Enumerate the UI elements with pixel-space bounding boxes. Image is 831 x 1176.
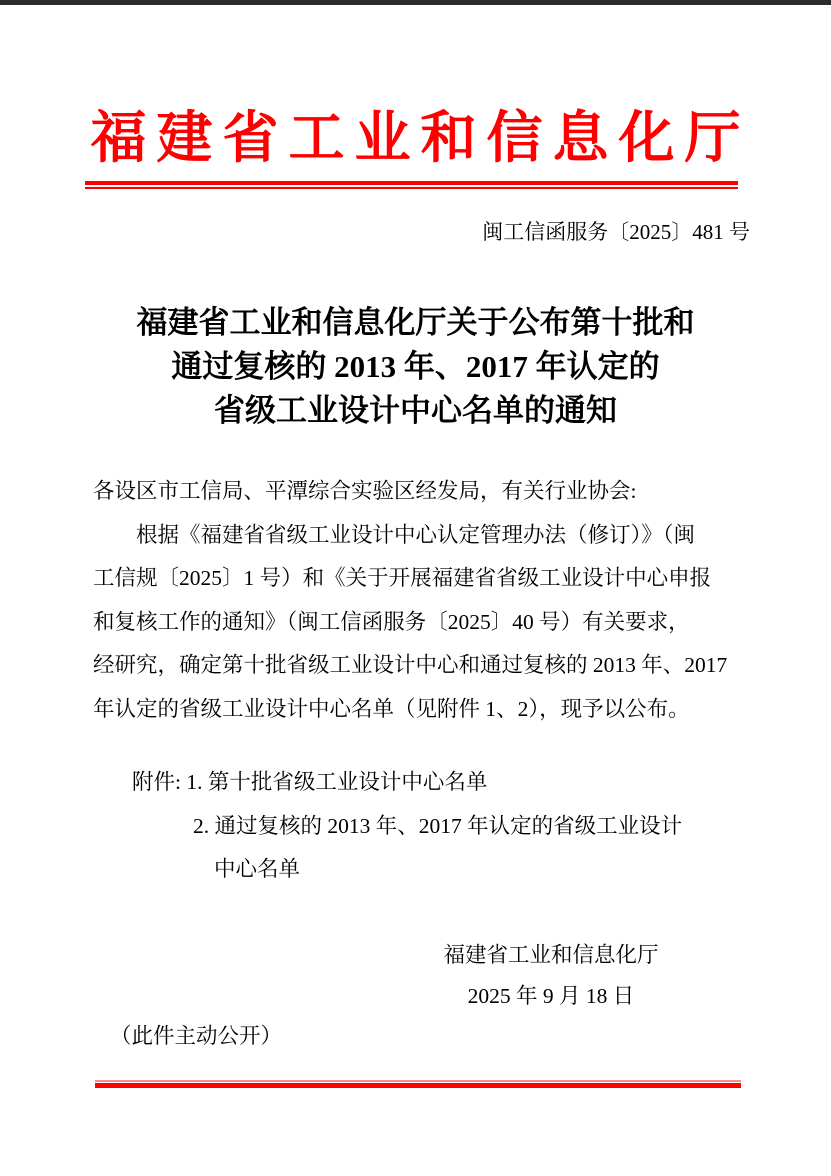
signature-block — [381, 934, 721, 1017]
attachments-section — [93, 761, 751, 892]
body-line-5: 经研究，确定第十批省级工业设计中心和通过复核的 2013 年、2017 — [93, 653, 728, 677]
body-line-2: 根据《福建省省级工业设计中心认定管理办法（修订）》（闽 — [136, 522, 696, 547]
agency-masthead: 福建省工业和信息化厅 — [90, 108, 751, 170]
footer-rule-thick-line — [95, 1083, 741, 1088]
body-line-6: 年认定的省级工业设计中心名单（见附件 1、2），现予以公布。 — [93, 696, 690, 721]
issue-date: 2025 年 9 月 18 日 — [467, 984, 635, 1008]
title-line-1: 福建省工业和信息化厅关于公布第十批和 — [136, 305, 695, 340]
title-line-3: 省级工业设计中心名单的通知 — [214, 393, 617, 428]
document-reference-number: 闽工信函服务〔2025〕481 号 — [482, 220, 750, 244]
attachment-item-1: 附件: 1. 第十批省级工业设计中心名单 — [132, 770, 488, 794]
title-line-2: 通过复核的 2013 年、2017 年认定的 — [171, 349, 660, 384]
body-line-4: 和复核工作的通知》（闽工信函服务〔2025〕40 号）有关要求， — [93, 609, 690, 634]
scan-border-top — [0, 0, 831, 5]
footer-double-rule — [95, 1080, 741, 1088]
masthead-double-rule — [85, 181, 738, 189]
body-line-3: 工信规〔2025〕1 号）和《关于开展福建省省级工业设计中心申报 — [93, 566, 712, 590]
attachment-item-2: 2. 通过复核的 2013 年、2017 年认定的省级工业设计 — [193, 813, 683, 838]
masthead-rule-thin-line — [85, 187, 738, 189]
public-disclosure-note: （此件主动公开） — [110, 1024, 283, 1048]
issuing-agency-name: 福建省工业和信息化厅 — [443, 943, 659, 967]
document-title — [60, 301, 771, 433]
document-body — [93, 470, 751, 731]
addressee-line: 各设区市工信局、平潭综合实验区经发局，有关行业协会: — [93, 479, 637, 503]
attachment-item-2-continued: 中心名单 — [214, 857, 301, 881]
